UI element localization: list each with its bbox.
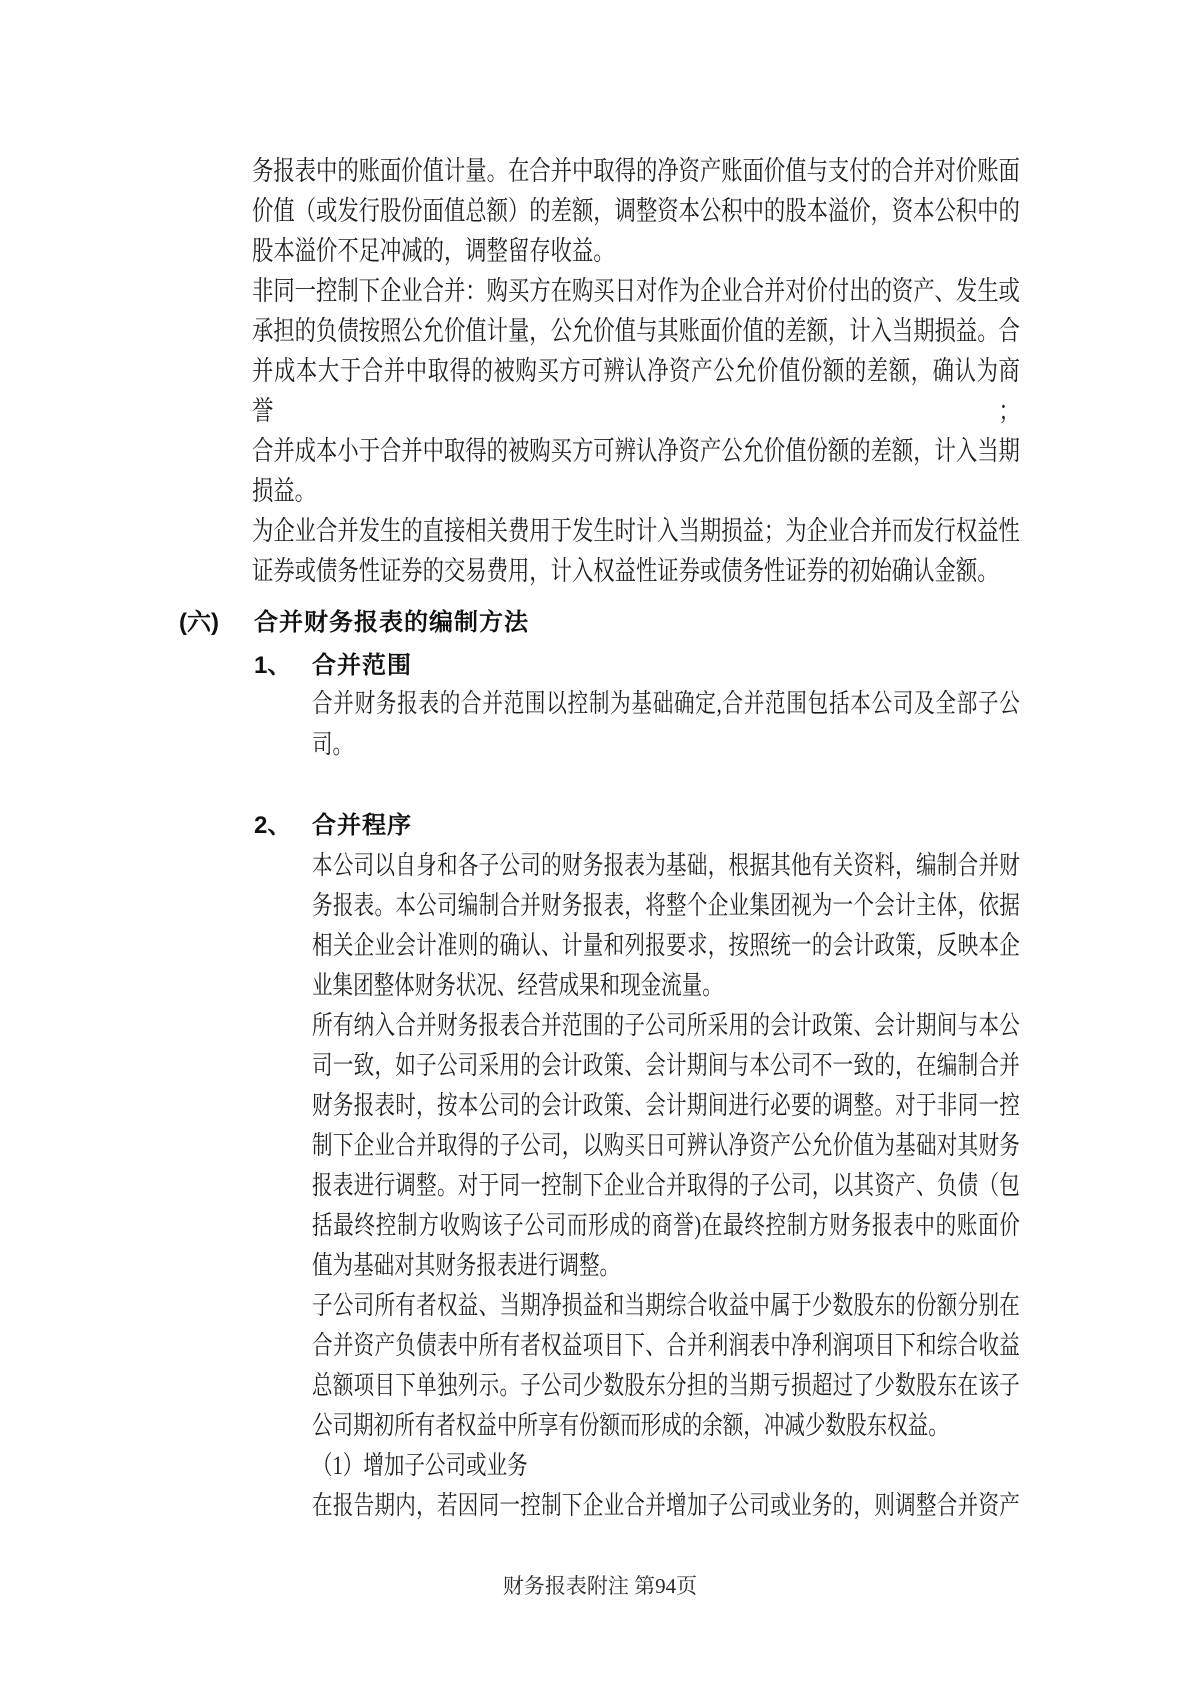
text-line: 括最终控制方收购该子公司而形成的商誉)在最终控制方财务报表中的账面价 bbox=[312, 1211, 1020, 1240]
list-item-1-heading: （1）增加子公司或业务 bbox=[312, 1451, 528, 1480]
subsection-2-number: 2、 bbox=[254, 812, 292, 839]
section-number: (六) bbox=[179, 609, 219, 636]
text-line: 相关企业会计准则的确认、计量和列报要求，按照统一的会计政策，反映本企 bbox=[312, 931, 1020, 960]
paragraph-block-scope bbox=[312, 683, 1020, 765]
text-line: 务报表。本公司编制合并财务报表，将整个企业集团视为一个会计主体，依据 bbox=[312, 891, 1020, 920]
text-line: 证券或债务性证券的交易费用，计入权益性证券或债务性证券的初始确认金额。 bbox=[252, 556, 999, 586]
text-line: 务报表中的账面价值计量。在合并中取得的净资产账面价值与支付的合并对价账面 bbox=[252, 156, 1020, 186]
text-line: 子公司所有者权益、当期净损益和当期综合收益中属于少数股东的份额分别在 bbox=[312, 1291, 1020, 1320]
text-line: 司一致，如子公司采用的会计政策、会计期间与本公司不一致的，在编制合并 bbox=[312, 1051, 1020, 1080]
text-line: 合并财务报表的合并范围以控制为基础确定,合并范围包括本公司及全部子公 bbox=[312, 689, 1020, 718]
text-line: 报表进行调整。对于同一控制下企业合并取得的子公司，以其资产、负债（包 bbox=[312, 1171, 1020, 1200]
subsection-1-number: 1、 bbox=[254, 652, 292, 679]
text-line: 总额项目下单独列示。子公司少数股东分担的当期亏损超过了少数股东在该子 bbox=[312, 1371, 1020, 1400]
subsection-2-title: 合并程序 bbox=[312, 812, 412, 839]
text-line: 所有纳入合并财务报表合并范围的子公司所采用的会计政策、会计期间与本公 bbox=[312, 1011, 1020, 1040]
text-line: 非同一控制下企业合并：购买方在购买日对作为企业合并对价付出的资产、发生或 bbox=[252, 276, 1020, 306]
section-title: 合并财务报表的编制方法 bbox=[254, 609, 529, 636]
text-line: 在报告期内，若因同一控制下企业合并增加子公司或业务的，则调整合并资产 bbox=[312, 1491, 1020, 1520]
text-line: 合并成本小于合并中取得的被购买方可辨认净资产公允价值份额的差额，计入当期 bbox=[252, 436, 1020, 466]
text-line: 制下企业合并取得的子公司，以购买日可辨认净资产公允价值为基础对其财务 bbox=[312, 1131, 1020, 1160]
text-line: 为企业合并发生的直接相关费用于发生时计入当期损益；为企业合并而发行权益性 bbox=[252, 516, 1020, 546]
text-line: 值为基础对其财务报表进行调整。 bbox=[312, 1251, 621, 1280]
text-line: 公司期初所有者权益中所享有份额而形成的余额，冲减少数股东权益。 bbox=[312, 1411, 949, 1440]
text-line: 承担的负债按照公允价值计量，公允价值与其账面价值的差额，计入当期损益。合 bbox=[252, 316, 1020, 346]
text-line: 业集团整体财务状况、经营成果和现金流量。 bbox=[312, 971, 723, 1000]
text-line: 损益。 bbox=[252, 476, 316, 506]
text-line: 财务报表时，按本公司的会计政策、会计期间进行必要的调整。对于非同一控 bbox=[312, 1091, 1020, 1120]
text-line: 合并资产负债表中所有者权益项目下、合并利润表中净利润项目下和综合收益 bbox=[312, 1331, 1020, 1360]
text-line: 并成本大于合并中取得的被购买方可辨认净资产公允价值份额的差额，确认为商誉； bbox=[252, 356, 1020, 426]
text-line: 本公司以自身和各子公司的财务报表为基础，根据其他有关资料，编制合并财 bbox=[312, 851, 1020, 880]
page-footer: 财务报表附注 第94页 bbox=[502, 1574, 698, 1598]
paragraph-block-top bbox=[252, 151, 1020, 591]
text-line: 股本溢价不足冲减的，调整留存收益。 bbox=[252, 236, 615, 266]
text-line: 司。 bbox=[312, 730, 354, 759]
subsection-1-title: 合并范围 bbox=[312, 652, 412, 679]
text-line: 价值（或发行股份面值总额）的差额，调整资本公积中的股本溢价，资本公积中的 bbox=[252, 196, 1020, 226]
paragraph-block-procedure bbox=[312, 846, 1020, 1526]
